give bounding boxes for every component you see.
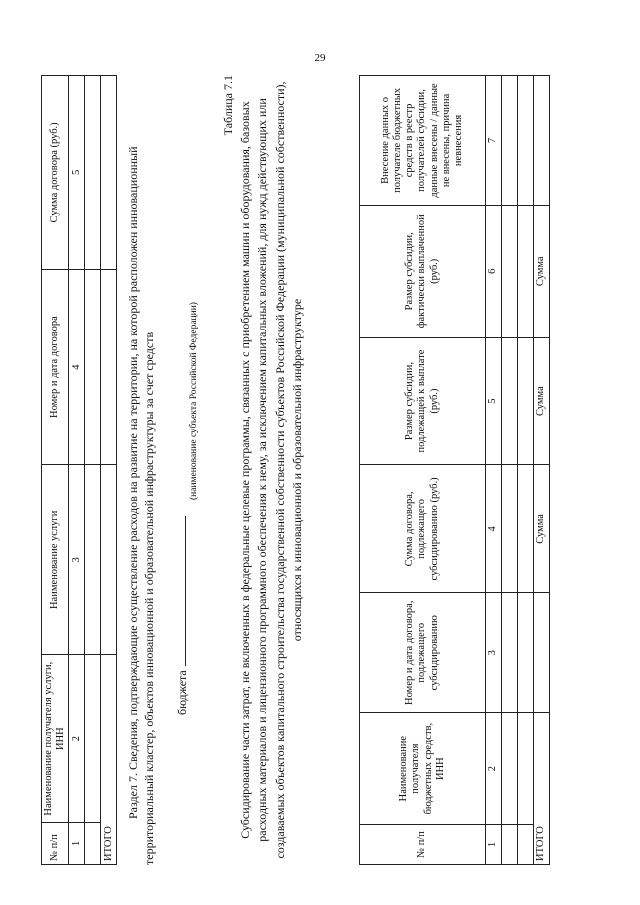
table-header-cell: Размер субсидии, подлежащей к выплате (руб.) <box>360 337 486 465</box>
table-cell: 4 <box>486 465 502 593</box>
table-cell: 7 <box>486 76 502 206</box>
table-header-cell: Номер и дата договора, подлежащего субсидированию <box>360 593 486 713</box>
table-header-cell: Сумма договора, подлежащего субсидированию (руб.) <box>360 465 486 593</box>
table-header-cell: Наименование получателя услуги, ИНН <box>42 655 69 823</box>
table-cell: 3 <box>486 593 502 713</box>
table-cell <box>502 337 518 465</box>
table-cell: 6 <box>486 205 502 337</box>
total-label: ИТОГО <box>534 713 550 865</box>
table-cell: 2 <box>69 655 85 823</box>
budget-blank-line <box>174 516 186 666</box>
table-cell: 1 <box>69 823 85 865</box>
table-cell <box>518 76 534 206</box>
table-cell <box>534 593 550 713</box>
subsidy-table <box>359 75 550 865</box>
table-row <box>85 76 101 865</box>
section-title: Раздел 7. Сведения, подтверждающие осуществление расходов на развитие на территории, на которой расположен инновационный территориальный кластер, объектов инновационной и образовательной инфраструктуры за счет средств <box>126 146 157 865</box>
table-cell <box>101 465 117 655</box>
table-total-row <box>534 76 550 865</box>
table-cell: 2 <box>486 713 502 825</box>
table-header-cell: Наименование услуги <box>42 465 69 655</box>
table-number-row <box>69 76 85 865</box>
table-cell <box>502 205 518 337</box>
sum-cell: Сумма <box>534 465 550 593</box>
table-cell <box>85 269 101 465</box>
table-header-cell: Размер субсидии, фактически выплаченной (руб.) <box>360 205 486 337</box>
page-number: 29 <box>314 52 326 64</box>
table-header-row <box>360 76 486 865</box>
table-header-cell: Номер и дата договора <box>42 269 69 465</box>
table-header-cell: № п/п <box>360 825 486 865</box>
table-cell <box>85 76 101 270</box>
table-cell <box>502 825 518 865</box>
table-cell <box>502 76 518 206</box>
table-cell <box>85 823 101 865</box>
table-cell <box>518 205 534 337</box>
table-cell <box>518 337 534 465</box>
table-header-cell: Внесение данных о получателе бюджетных средств в реестр получателей субсидии, данные внесены / данные не внесены, причина невнесения <box>360 76 486 206</box>
table-cell <box>518 713 534 825</box>
table-row <box>502 76 518 865</box>
sum-cell: Сумма <box>534 205 550 337</box>
table-cell: 5 <box>486 337 502 465</box>
table-cell <box>518 593 534 713</box>
table-header-cell: Наименование получателя бюджетных средств, ИНН <box>360 713 486 825</box>
table-cell <box>101 76 117 270</box>
table-row <box>518 76 534 865</box>
table-cell: 4 <box>69 269 85 465</box>
table-cell: 1 <box>486 825 502 865</box>
budget-caption: (наименование субъекта Российской Федерации) <box>189 302 199 500</box>
table-label: Таблица 7.1 <box>221 75 235 136</box>
table-header-cell: Сумма договора (руб.) <box>42 76 69 270</box>
table-cell: 3 <box>69 465 85 655</box>
table-cell <box>518 825 534 865</box>
table-cell <box>518 465 534 593</box>
table-cell <box>502 593 518 713</box>
table-cell <box>85 465 101 655</box>
table-number-row <box>486 76 502 865</box>
table-cell <box>85 655 101 823</box>
sum-cell: Сумма <box>534 337 550 465</box>
budget-line <box>174 516 190 715</box>
table-cell <box>101 269 117 465</box>
table-cell <box>502 713 518 825</box>
table-cell <box>534 76 550 206</box>
table-header-cell: № п/п <box>42 823 69 865</box>
table-description: Субсидирование части затрат, не включенных в федеральные целевые программы, связанных с приобретением машин и оборудования, базовых расходных материалов и лицензионного программного обеспечения к нему, за исключением капитальных вложений, для нужд действующих или создаваемых объектов капитального строительства государственной собственности субъектов Российской Федерации (муниципальной собственности), относящихся к инновационной и образовательной инфраструктуре <box>238 81 305 859</box>
total-label: ИТОГО <box>101 655 117 865</box>
table-cell <box>502 465 518 593</box>
table-cell: 5 <box>69 76 85 270</box>
table-header-row <box>42 76 69 865</box>
table-total-row <box>101 76 117 865</box>
rotated-content <box>41 75 601 865</box>
services-table <box>41 75 117 865</box>
budget-word: бюджета <box>175 670 189 715</box>
